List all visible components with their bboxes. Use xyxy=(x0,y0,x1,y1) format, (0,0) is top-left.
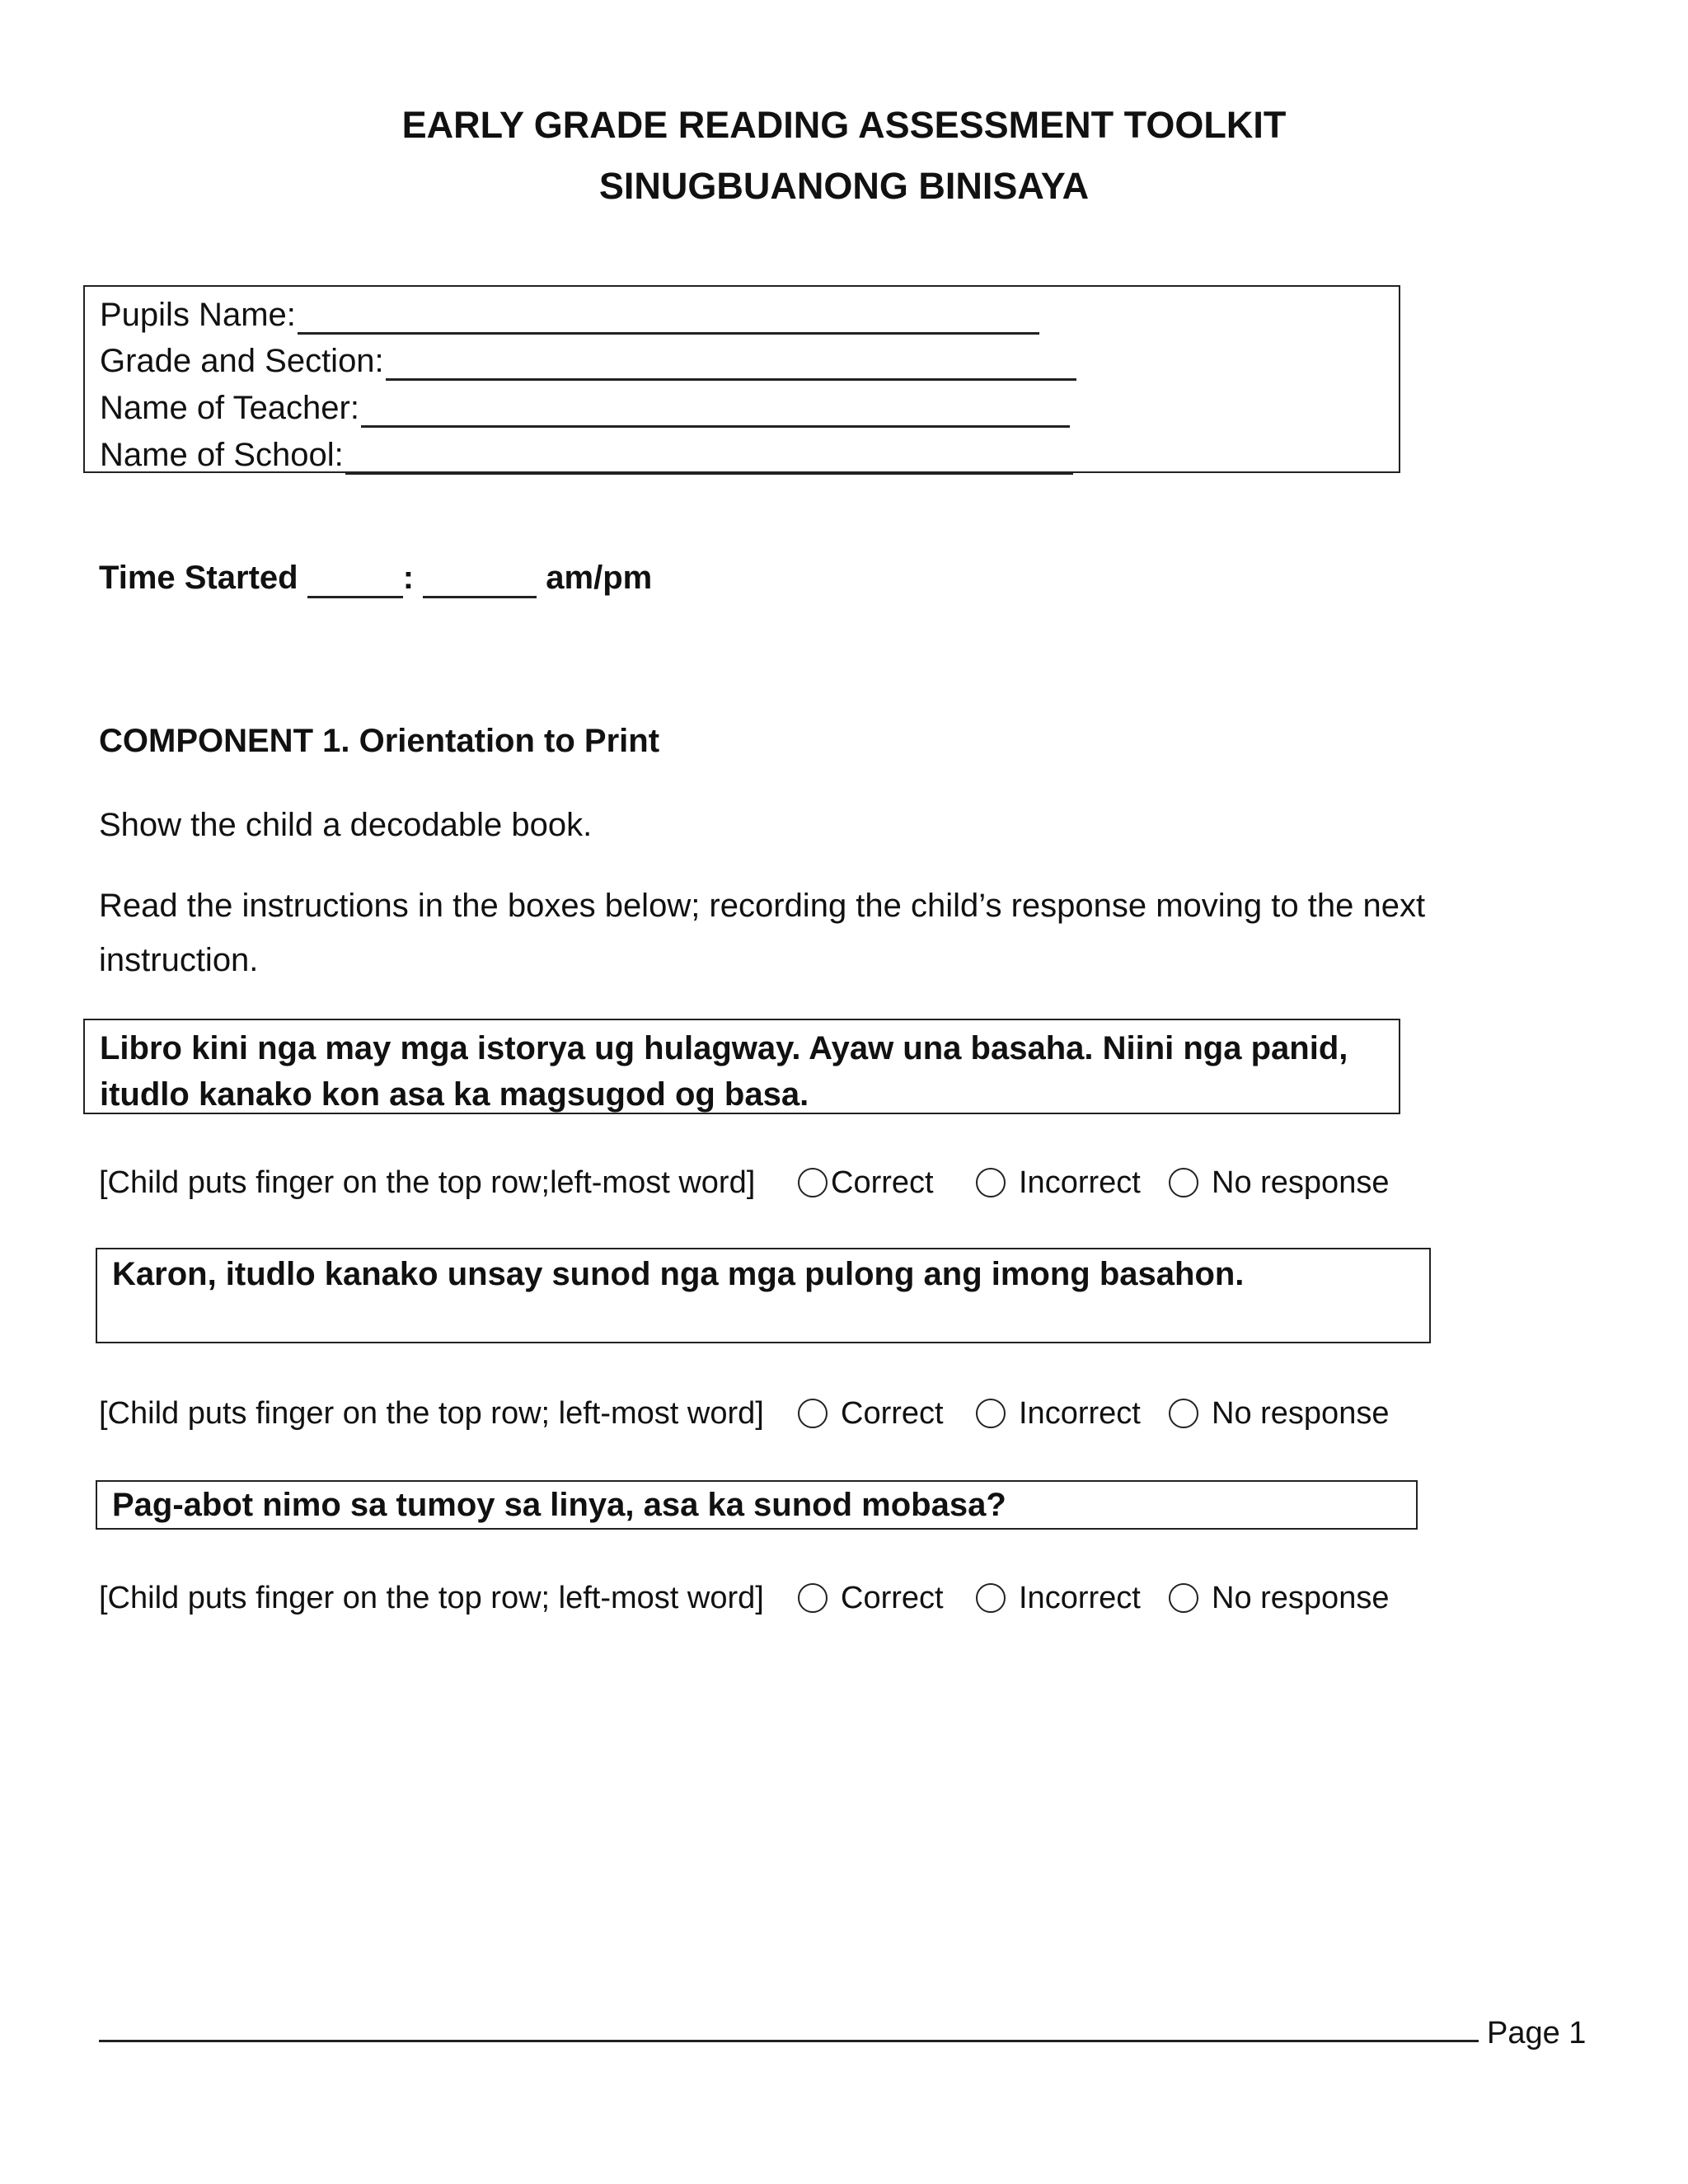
option-correct-1[interactable] xyxy=(798,1162,934,1203)
response-row-2 xyxy=(99,1393,1582,1434)
option-incorrect-3[interactable] xyxy=(976,1577,1141,1619)
radio-circle-icon[interactable] xyxy=(798,1583,828,1613)
pupil-name-label: Pupils Name: xyxy=(100,297,296,333)
radio-circle-icon[interactable] xyxy=(1169,1399,1198,1428)
teacher-name-input-line[interactable] xyxy=(361,392,1070,428)
option-correct-label: Correct xyxy=(831,1165,934,1200)
radio-circle-icon[interactable] xyxy=(976,1399,1006,1428)
page-number: Page 1 xyxy=(1487,2016,1587,2050)
response-instruction-3: [Child puts finger on the top row; left-most word] xyxy=(99,1581,764,1615)
radio-circle-icon[interactable] xyxy=(798,1168,828,1197)
option-correct-label: Correct xyxy=(841,1396,944,1431)
prompt-text-1: Libro kini nga may mga istorya ug hulagway. Ayaw una basaha. Niini nga panid, itudlo kanako kon asa ka magsugod og basa. xyxy=(100,1030,1348,1113)
time-started-label: Time Started xyxy=(99,560,298,596)
teacher-name-label: Name of Teacher: xyxy=(100,390,359,426)
response-row-3 xyxy=(99,1577,1582,1619)
option-no-response-2[interactable] xyxy=(1169,1393,1389,1434)
grade-section-input-line[interactable] xyxy=(386,345,1076,381)
teacher-name-field xyxy=(100,388,1070,428)
response-row-1 xyxy=(99,1162,1582,1203)
option-no-response-label: No response xyxy=(1212,1165,1390,1200)
document-title: EARLY GRADE READING ASSESSMENT TOOLKIT xyxy=(401,104,1287,146)
option-incorrect-label: Incorrect xyxy=(1019,1165,1141,1200)
school-name-field xyxy=(100,435,1073,475)
school-name-label: Name of School: xyxy=(100,437,344,473)
response-instruction-1: [Child puts finger on the top row;left-most word] xyxy=(99,1165,756,1200)
radio-circle-icon[interactable] xyxy=(976,1583,1006,1613)
grade-section-label: Grade and Section: xyxy=(100,343,384,379)
prompt-text-3: Pag-abot nimo sa tumoy sa linya, asa ka sunod mobasa? xyxy=(112,1487,1006,1523)
instruction-read-boxes: Read the instructions in the boxes below; recording the child’s response moving to the next instruction. xyxy=(99,888,1426,978)
response-instruction-2: [Child puts finger on the top row; left-most word] xyxy=(99,1396,764,1431)
option-incorrect-label: Incorrect xyxy=(1019,1396,1141,1431)
time-hour-input-line[interactable] xyxy=(307,563,403,598)
radio-circle-icon[interactable] xyxy=(976,1168,1006,1197)
prompt-box-1 xyxy=(83,1019,1400,1114)
time-started-row xyxy=(99,557,652,598)
option-incorrect-2[interactable] xyxy=(976,1393,1141,1434)
prompt-box-3 xyxy=(96,1480,1418,1530)
pupil-name-field xyxy=(100,295,1039,335)
time-separator: : xyxy=(402,560,415,596)
prompt-text-2: Karon, itudlo kanako unsay sunod nga mga pulong ang imong basahon. xyxy=(112,1256,1245,1292)
prompt-box-2 xyxy=(96,1248,1431,1343)
grade-section-field xyxy=(100,341,1076,381)
option-correct-3[interactable] xyxy=(798,1577,944,1619)
option-no-response-1[interactable] xyxy=(1169,1162,1389,1203)
option-no-response-label: No response xyxy=(1212,1396,1390,1431)
footer-rule xyxy=(99,2040,1479,2042)
time-minute-input-line[interactable] xyxy=(423,563,537,598)
radio-circle-icon[interactable] xyxy=(798,1399,828,1428)
option-correct-2[interactable] xyxy=(798,1393,944,1434)
instruction-show-book: Show the child a decodable book. xyxy=(99,807,593,843)
document-subtitle: SINUGBUANONG BINISAYA xyxy=(598,165,1090,207)
pupil-info-box xyxy=(83,285,1400,473)
radio-circle-icon[interactable] xyxy=(1169,1168,1198,1197)
time-ampm-label: am/pm xyxy=(546,560,653,596)
option-incorrect-label: Incorrect xyxy=(1019,1581,1141,1615)
option-no-response-label: No response xyxy=(1212,1581,1390,1615)
option-correct-label: Correct xyxy=(841,1581,944,1615)
radio-circle-icon[interactable] xyxy=(1169,1583,1198,1613)
option-no-response-3[interactable] xyxy=(1169,1577,1389,1619)
component-heading: COMPONENT 1. Orientation to Print xyxy=(99,723,660,759)
pupil-name-input-line[interactable] xyxy=(298,299,1039,335)
school-name-input-line[interactable] xyxy=(345,439,1073,475)
option-incorrect-1[interactable] xyxy=(976,1162,1141,1203)
